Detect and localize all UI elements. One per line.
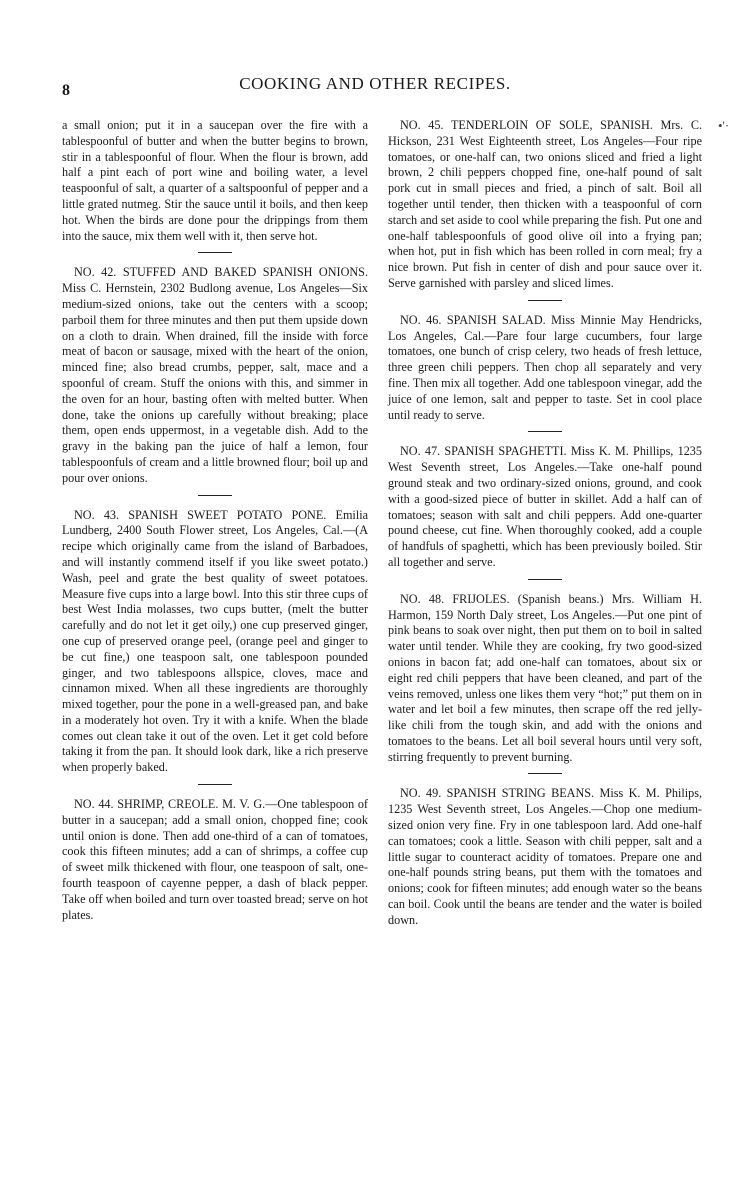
page-header: [0, 74, 750, 98]
page-number: 8: [62, 82, 70, 99]
recipe-continuation: a small onion; put it in a saucepan over the fire with a tablespoonful of butter and when the butter begins to brown, stir in a tablespoonful of flour. When the flour is brown, add half a pint each of port wine and boiling water, a level teaspoonful of salt, a quarter of a saltspoonful of pepper and a little grated nutmeg. Stir the sauce until it boils, and then keep hot. When the birds are done pour the drippings from them into the sauce, mix them well with it, then serve hot.: [62, 118, 368, 243]
recipe-49-spanish-string-beans: NO. 49. SPANISH STRING BEANS. Miss K. M. Philips, 1235 West Seventh street, Los Angeles.—Chop one medium-sized onion very fine. Fry in one tablespoon lard. Add one-half can tomatoes; cook a little. Season with chili pepper, salt and a little sugar to counteract acidity of tomatoes. Prepare one and one-half pounds string beans, put them with the tomatoes and onions; cook for fifteen minutes; add enough water so the beans can boil. Cook until the beans are tender and the water is boiled down.: [388, 786, 702, 927]
recipe-45-tenderloin-of-sole: NO. 45. TENDERLOIN OF SOLE, SPANISH. Mrs. C. Hickson, 231 West Eighteenth street, Los Angeles—Four ripe tomatoes, or one-half can, two onions sliced and fried a light brown, 2 chili peppers chopped fine, one-half pound of salt pork cut in small pieces and fried, a pinch of salt. Boil all together until tender, then thicken with a teaspoonful of corn starch and set aside to cool while preparing the fish. Put one and one-half tablespoonfuls of good olive oil into a frying pan; when hot, put in fish which has been rolled in corn meal; fry a nice brown. Put fish in center of dish and pour sauce over it. Serve garnished with parsley and sliced limes.: [388, 118, 702, 290]
section-divider: [528, 579, 562, 580]
left-column: [62, 118, 368, 927]
section-divider: [198, 252, 232, 253]
stray-ink-mark: •'·: [718, 118, 730, 133]
section-divider: [528, 300, 562, 301]
right-column: [388, 118, 702, 933]
page-title: COOKING AND OTHER RECIPES.: [239, 74, 511, 93]
recipe-43-sweet-potato-pone: NO. 43. SPANISH SWEET POTATO PONE. Emilia Lundberg, 2400 South Flower street, Los Angeles, Cal.—(A recipe which originally came from the island of Barbadoes, and will instantly commend itself if you like sweet potato.) Wash, peel and grate the best quality of sweet potatoes. Measure five cups into a large bowl. Into this stir three cups of best West India molasses, two cups butter, (melt the butter carefully and do not let it get oily,) one cup preserved ginger, one cup of preserved orange peel, (orange peel and ginger to be cut fine,) one teaspoon salt, one tablespoon pounded ginger, and two tablespoons allspice, cloves, mace and cinnamon mixed. When all these ingredients are thoroughly mixed together, pour the pone in a well-greased pan, and bake in a moderately hot oven. Try it with a knife. When the blade comes out clean take it out of the oven. Let it get cold before taking it from the pan. It should look dark, like a rich preserve when properly baked.: [62, 507, 368, 775]
section-divider: [528, 773, 562, 774]
recipe-48-frijoles: NO. 48. FRIJOLES. (Spanish beans.) Mrs. William H. Harmon, 159 North Daly street, Los Angeles.—Put one pint of pink beans to soak over night, then put them on to boil in salted water until tender. While they are cooking, fry two good-sized onions in bacon fat; add one-half can tomatoes, about six or eight red chili peppers that have been cleaned, and part of the veins removed, unless one likes them very “hot;” put them on in water and let boil a few minutes, then scrape off the red jelly-like chili from the tough skin, and add with the onions and tomatoes to the beans. Let all boil several hours until very soft, stirring frequently to prevent burning.: [388, 591, 702, 764]
recipe-44-shrimp-creole: NO. 44. SHRIMP, CREOLE. M. V. G.—One tablespoon of butter in a saucepan; add a small onion, chopped fine; cook until onion is done. Then add one-third of a can of tomatoes, cook this fifteen minutes; add a can of shrimps, a coffee cup of sweet milk thickened with flour, one teaspoon of salt, one-fourth teaspoon of cayenne pepper, a dash of black pepper. Take off when boiled and turn over toasted bread; serve on hot plates.: [62, 797, 368, 922]
section-divider: [528, 431, 562, 432]
recipe-42-stuffed-onions: NO. 42. STUFFED AND BAKED SPANISH ONIONS. Miss C. Hernstein, 2302 Budlong avenue, Los Angeles—Six medium-sized onions, take out the centers with a scoop; parboil them for three minutes and then put them upside down on a cloth to drain. When drained, fill the inside with force meat of bacon or sausage, mixed with the heart of the onion, minced fine; also bread crumbs, pepper, salt, mace and a spoonful of cream. Stuff the onions with this, and simmer in the oven for an hour, basting often with melted butter. When done, take the onions up carefully without breaking; place them, open ends uppermost, in a vegetable dish. Add to the gravy in the baking pan the juice of half a lemon, four tablespoonfuls of cream and a little browned flour; boil up and pour over onions.: [62, 265, 368, 485]
recipe-47-spanish-spaghetti: NO. 47. SPANISH SPAGHETTI. Miss K. M. Phillips, 1235 West Seventh street, Los Angeles.—Take one-half pound ground steak and two ordinary-sized onions, ground, and cook with a good-sized piece of butter in skillet. Add a half can of tomatoes; season with salt and chili peppers. Add one-quarter pound cheese, cut fine. When thoroughly cooked, add a couple of handfuls of spaghetti, which has been previously boiled. Stir all together and serve.: [388, 444, 702, 569]
section-divider: [198, 495, 232, 496]
section-divider: [198, 784, 232, 785]
recipe-46-spanish-salad: NO. 46. SPANISH SALAD. Miss Minnie May Hendricks, Los Angeles, Cal.—Pare four large cucumbers, four large tomatoes, one bunch of crisp celery, two heads of fresh lettuce, three green chili peppers. Then chop all separately and very fine. Then mix all together. Add one tablespoon vinegar, add the juice of one lemon, salt and pepper to taste. Set in cool place until ready to serve.: [388, 312, 702, 422]
